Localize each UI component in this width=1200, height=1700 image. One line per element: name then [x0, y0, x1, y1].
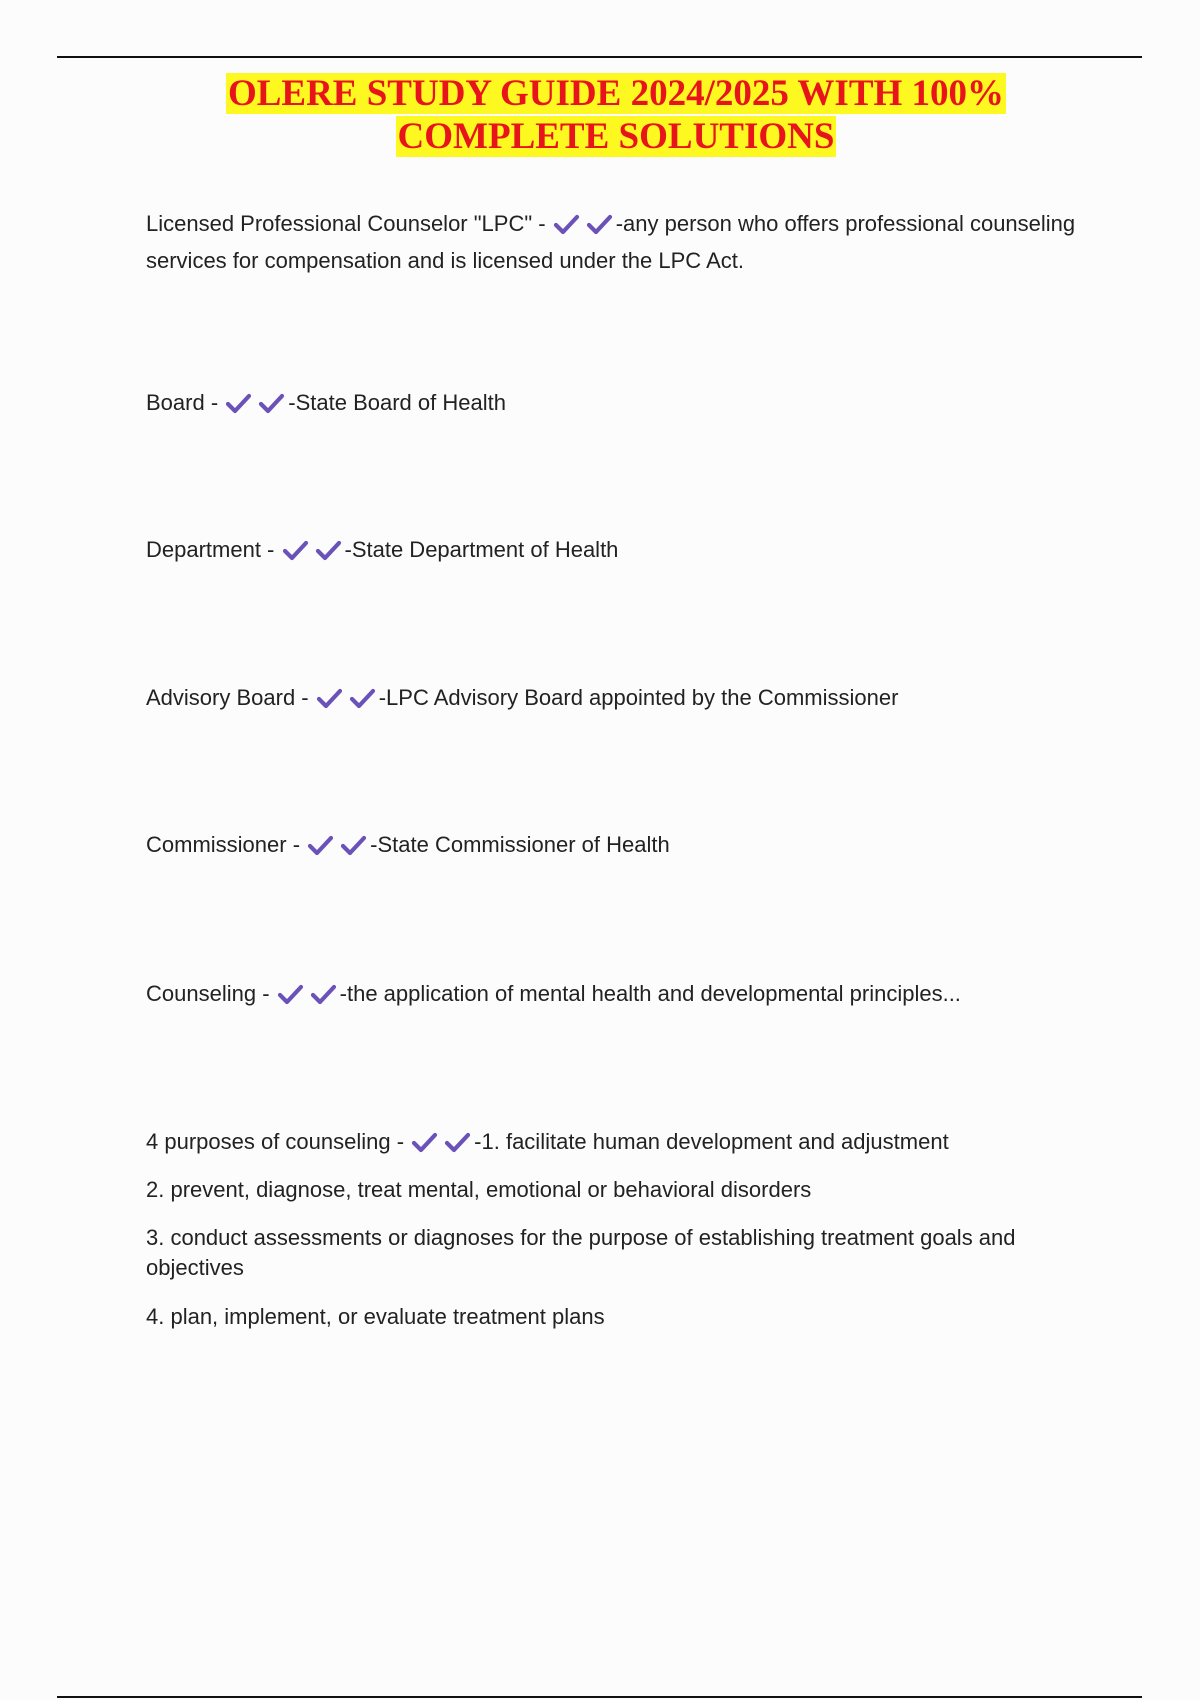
document-title	[0, 72, 1200, 158]
check-mark-icon	[315, 539, 342, 561]
title-line-2: COMPLETE SOLUTIONS	[397, 116, 835, 157]
purpose-item-3: 3. conduct assessments or diagnoses for the purpose of establishing treatment goals and objectives	[146, 1225, 1016, 1280]
check-mark-icon	[553, 213, 580, 235]
entry-purposes-of-counseling	[146, 1125, 1086, 1162]
entry-definition: -any person who offers professional counseling services for compensation and is licensed under the LPC Act.	[146, 211, 1076, 273]
double-check-icon	[411, 1129, 473, 1162]
title-line-1: OLERE STUDY GUIDE 2024/2025 WITH 100%	[227, 73, 1005, 114]
entry-counseling	[146, 977, 1086, 1014]
double-check-icon	[277, 981, 339, 1014]
check-mark-icon	[310, 983, 337, 1005]
check-mark-icon	[307, 834, 334, 856]
double-check-icon	[307, 832, 369, 865]
check-mark-icon	[316, 687, 343, 709]
entry-term: Counseling -	[146, 981, 276, 1006]
check-mark-icon	[340, 834, 367, 856]
entry-definition: -1. facilitate human development and adjustment	[474, 1129, 949, 1154]
entry-definition: -LPC Advisory Board appointed by the Commissioner	[378, 685, 899, 710]
entry-commissioner	[146, 828, 1086, 865]
double-check-icon	[316, 685, 378, 718]
entry-department	[146, 533, 1086, 570]
entry-definition: -State Commissioner of Health	[370, 832, 670, 857]
check-mark-icon	[277, 983, 304, 1005]
check-mark-icon	[411, 1131, 438, 1153]
entry-term: Advisory Board -	[146, 685, 315, 710]
entry-term: Department -	[146, 537, 281, 562]
entry-definition: -the application of mental health and developmental principles...	[339, 981, 961, 1006]
entry-lpc	[146, 207, 1086, 277]
entry-term: Commissioner -	[146, 832, 307, 857]
double-check-icon	[282, 537, 344, 570]
check-mark-icon	[225, 392, 252, 414]
top-rule	[57, 56, 1142, 58]
purpose-item-2: 2. prevent, diagnose, treat mental, emotional or behavioral disorders	[146, 1177, 812, 1202]
check-mark-icon	[586, 213, 613, 235]
entry-term: Board -	[146, 390, 225, 415]
entry-term: Licensed Professional Counselor "LPC" -	[146, 211, 552, 236]
entry-advisory-board	[146, 681, 1086, 718]
check-mark-icon	[444, 1131, 471, 1153]
entry-term: 4 purposes of counseling -	[146, 1129, 411, 1154]
entry-definition: -State Board of Health	[288, 390, 506, 415]
check-mark-icon	[258, 392, 285, 414]
check-mark-icon	[282, 539, 309, 561]
entry-board	[146, 386, 1086, 423]
bottom-rule	[57, 1696, 1142, 1698]
purpose-item-4: 4. plan, implement, or evaluate treatment plans	[146, 1304, 605, 1329]
check-mark-icon	[349, 687, 376, 709]
double-check-icon	[553, 211, 615, 244]
double-check-icon	[225, 390, 287, 423]
entry-definition: -State Department of Health	[344, 537, 619, 562]
